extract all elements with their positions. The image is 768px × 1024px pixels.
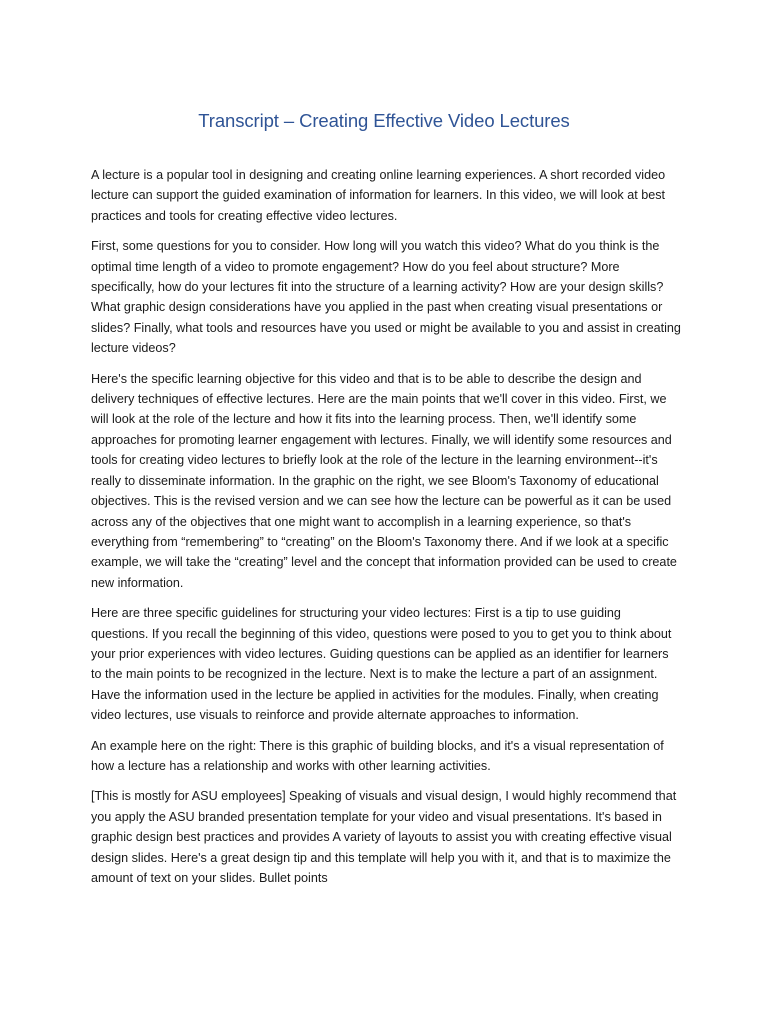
document-body bbox=[91, 165, 681, 898]
paragraph-intro: A lecture is a popular tool in designing and creating online learning experiences. A short recorded video lecture can support the guided examination of information for learners. In this video, we will look at best practices and tools for creating effective video lectures. bbox=[91, 168, 666, 223]
paragraph-questions: First, some questions for you to consider. How long will you watch this video? What do you think is the optimal time length of a video to promote engagement? How do you feel about structure? More specifically, how do your lectures fit into the structure of a learning activity? How are your design skills? What graphic design considerations have you applied in the past when creating visual presentations or slides? Finally, what tools and resources have you used or might be available to you and assist in creating lecture videos? bbox=[91, 239, 681, 356]
paragraph-example: An example here on the right: There is this graphic of building blocks, and it's a visual representation of how a lecture has a relationship and works with other learning activities. bbox=[91, 738, 664, 773]
paragraph-guidelines: Here are three specific guidelines for structuring your video lectures: First is a tip to use guiding questions. If you recall the beginning of this video, questions were posed to you to get you to think about your prior experiences with video lectures. Guiding questions can be applied as an identifier for learners to the main points to be recognized in the lecture. Next is to make the lecture a part of an assignment. Have the information used in the lecture be applied in activities for the modules. Finally, when creating video lectures, use visuals to reinforce and provide alternate approaches to information. bbox=[91, 606, 672, 723]
paragraph-asu-template: [This is mostly for ASU employees] Speaking of visuals and visual design, I would highly recommend that you apply the ASU branded presentation template for your video and visual presentations. It's based in graphic design best practices and provides A variety of layouts to assist you with creating effective visual design slides. Here's a great design tip and this template will help you with it, and that is to maximize the amount of text on your slides. Bullet points bbox=[91, 789, 677, 885]
paragraph-objective: Here's the specific learning objective for this video and that is to be able to describe the design and delivery techniques of effective lectures. Here are the main points that we'll cover in this video. First, we will look at the role of the lecture and how it fits into the learning process. Then, we'll identify some approaches for promoting learner engagement with lectures. Finally, we will identify some resources and tools for creating video lectures to briefly look at the role of the lecture in the learning environment--it's really to disseminate information. In the graphic on the right, we see Bloom's Taxonomy of educational objectives. This is the revised version and we can see how the lecture can be powerful as it can be used across any of the objectives that one might want to accomplish in a learning experience, so that's everything from “remembering” to “creating” on the Bloom's Taxonomy there. And if we look at a specific example, we will take the “creating” level and the concept that information provided can be used to create new information. bbox=[91, 371, 677, 590]
page-title: Transcript – Creating Effective Video Lectures bbox=[198, 110, 570, 131]
